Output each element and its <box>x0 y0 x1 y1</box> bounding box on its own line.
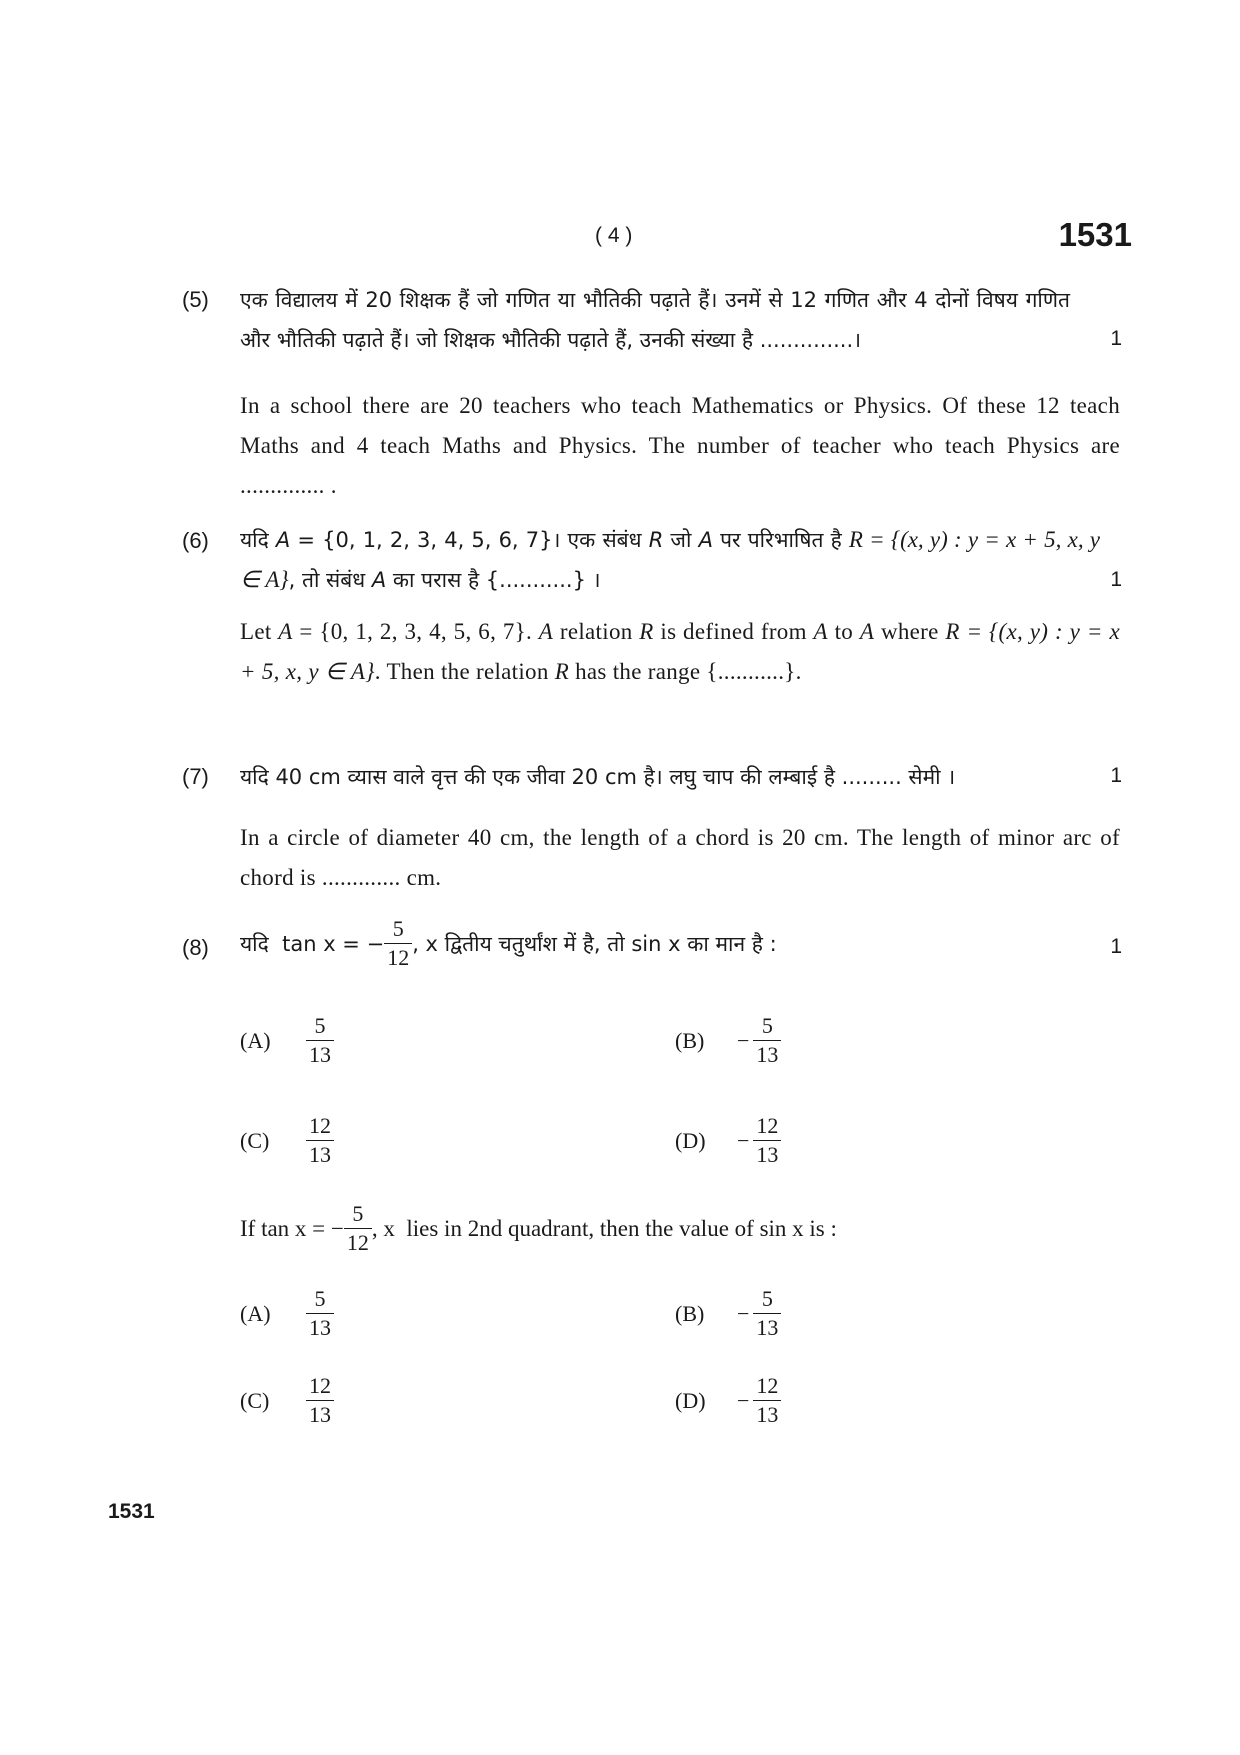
option-d-hindi: (D) − $\frac{12}{13}$ <box>675 1112 781 1169</box>
question-7-english: In a circle of diameter 40 cm, the length of a chord is 20 cm. The length of minor arc of chord is ............. cm. <box>240 825 1120 890</box>
question-5-number: (5) <box>182 287 209 312</box>
question-6-number: (6) <box>182 528 209 553</box>
option-a-hindi: (A) $\frac{5}{13}$ <box>240 1012 334 1069</box>
question-5-marks: 1 <box>1110 327 1122 350</box>
question-8-marks: 1 <box>1110 935 1122 958</box>
page-number: ( 4 ) <box>595 224 633 247</box>
option-d-english: (D) − $\frac{12}{13}$ <box>675 1372 781 1429</box>
option-a-english: (A) $\frac{5}{13}$ <box>240 1285 334 1342</box>
question-8-hindi-fraction: $\frac{5}{12}$ <box>384 915 412 972</box>
question-6-english: Let A = {0, 1, 2, 3, 4, 5, 6, 7}. A relation R is defined from A to A where R = {(x, y) : y = x + 5, x, y ∈ A}. Then the relation R has the range {...........}. <box>240 619 1120 684</box>
question-5-hindi: एक विद्यालय में 20 शिक्षक हैं जो गणित या भौतिकी पढ़ाते हैं। उनमें से 12 गणित और 4 दोनों विषय गणित और भौतिकी पढ़ाते हैं। जो शिक्षक भौतिकी पढ़ाते हैं, उनकी संख्या है ..............। <box>240 288 1070 352</box>
question-8-hindi: यदि tan x = − $\frac{5}{12}$ , x द्वितीय चतुर्थांश में है, तो sin x का मान है : <box>240 916 777 970</box>
option-b-hindi: (B) − $\frac{5}{13}$ <box>675 1012 781 1069</box>
question-7-number: (7) <box>182 764 209 789</box>
question-6-marks: 1 <box>1110 568 1122 591</box>
question-7-marks: 1 <box>1110 764 1122 787</box>
option-b-english: (B) − $\frac{5}{13}$ <box>675 1285 781 1342</box>
paper-code-footer: 1531 <box>108 1500 155 1523</box>
paper-code-header: 1531 <box>1058 216 1132 253</box>
question-8-english-fraction: $\frac{5}{12}$ <box>344 1200 372 1257</box>
question-6-hindi: यदि A = {0, 1, 2, 3, 4, 5, 6, 7}। एक संबंध R जो A पर परिभाषित है R = {(x, y) : y = x + 5, x, y ∈ A}, तो संबंध A का परास है {...........} । <box>240 527 1100 592</box>
question-8-english: If tan x = − $\frac{5}{12}$ , x lies in 2nd quadrant, then the value of sin x is : <box>240 1201 837 1255</box>
question-5-english: In a school there are 20 teachers who teach Mathematics or Physics. Of these 12 teach Maths and 4 teach Maths and Physics. The number of teacher who teach Physics are .............. . <box>240 393 1120 498</box>
question-7-hindi: यदि 40 cm व्यास वाले वृत्त की एक जीवा 20 cm है। लघु चाप की लम्बाई है ......... सेमी । <box>240 765 956 789</box>
question-8-number: (8) <box>182 935 209 960</box>
option-c-hindi: (C) $\frac{12}{13}$ <box>240 1112 334 1169</box>
option-c-english: (C) $\frac{12}{13}$ <box>240 1372 334 1429</box>
